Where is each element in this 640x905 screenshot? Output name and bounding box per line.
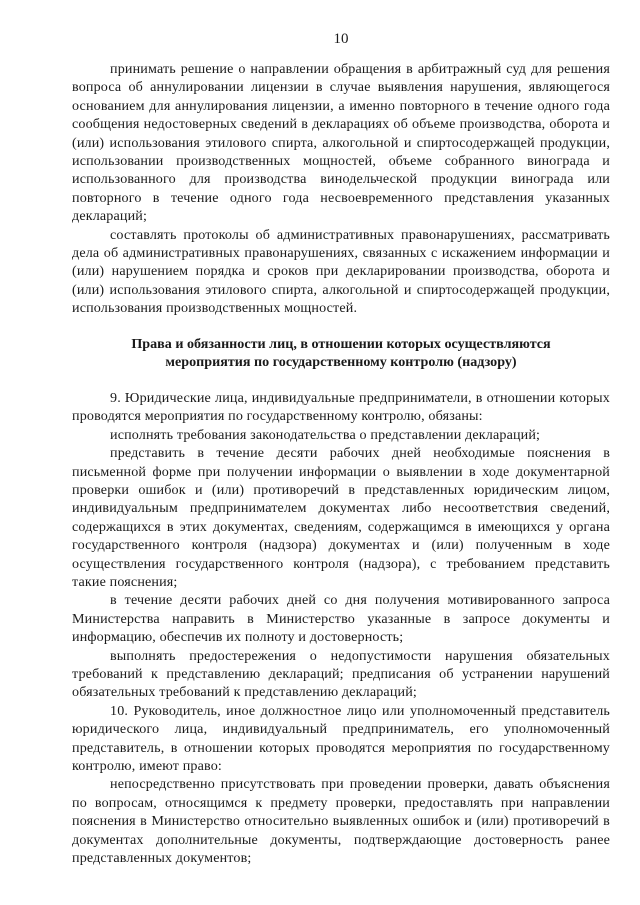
paragraph-administrative-protocols: составлять протоколы об административных правонарушениях, рассматривать дела об административных правонарушениях, связанных с искажением информации и (или) нарушением порядка и сроков при декларировании производства, оборота и (или) использования этилового спирта, алкогольной и спиртосодержащей продукции, использования производственных мощностей.: [72, 226, 610, 317]
paragraph-request-documents: в течение десяти рабочих дней со дня получения мотивированного запроса Министерства направить в Министерство указанные в запросе документы и информацию, обеспечив их полноту и достоверность;: [72, 592, 610, 646]
document-page: [72, 30, 610, 867]
paragraph-item-9: 9. Юридические лица, индивидуальные предприниматели, в отношении которых проводятся мероприятия по государственному контролю, обязаны:: [72, 389, 610, 425]
section-heading-line-2: мероприятия по государственному контролю (надзору): [165, 354, 517, 371]
paragraph-warnings-compliance: выполнять предостережения о недопустимости нарушения обязательных требований к представлению деклараций; предписания об устранении нарушений обязательных требований к представлению деклараций;: [72, 647, 610, 701]
paragraph-declaration-requirements: исполнять требования законодательства о представлении деклараций;: [110, 426, 541, 443]
paragraph-arbitration-decision: принимать решение о направлении обращения в арбитражный суд для решения вопроса об аннулировании лицензии в случае выявления нарушения, являющегося основанием для аннулирования лицензии, а именно повторного в течение одного года сообщения недостоверных сведений в декларациях об объеме производства, оборота и (или) использования этилового спирта, алкогольной и спиртосодержащей продукции, использовании производственных мощностей, объеме собранного винограда и использованного для производства винодельческой продукции винограда или повторного в течение одного года несвоевременного представления указанных деклараций;: [72, 61, 610, 225]
paragraph-inspection-rights: непосредственно присутствовать при проведении проверки, давать объяснения по вопросам, относящимся к предмету проверки, предоставлять при направлении пояснения в Министерство относительно выявленных ошибок и (или) противоречий в документах дополнительные документы, подтверждающие достоверность ранее представленных документов;: [72, 776, 610, 867]
section-heading-line-1: Права и обязанности лиц, в отношении которых осуществляются: [131, 335, 551, 352]
section-heading: [72, 335, 610, 372]
page-number: 10: [333, 31, 349, 47]
paragraph-explanations-duty: представить в течение десяти рабочих дней необходимые пояснения в письменной форме при получении информации о выявлении в ходе документарной проверки ошибок и (или) противоречий в представленных юридическим лицом, индивидуальным предпринимателем документах либо несоответствия сведений, содержащихся в этих документах, сведениям, содержащимся в имеющихся у органа государственного контроля (надзора) документах и (или) полученным в ходе осуществления государственного контроля (надзора), с требованием представить такие пояснения;: [72, 445, 610, 590]
paragraph-item-10: 10. Руководитель, иное должностное лицо или уполномоченный представитель юридического лица, индивидуальный предприниматель, его уполномоченный представитель, в отношении которых проводятся мероприятия по государственному контролю, имеют право:: [72, 702, 610, 774]
